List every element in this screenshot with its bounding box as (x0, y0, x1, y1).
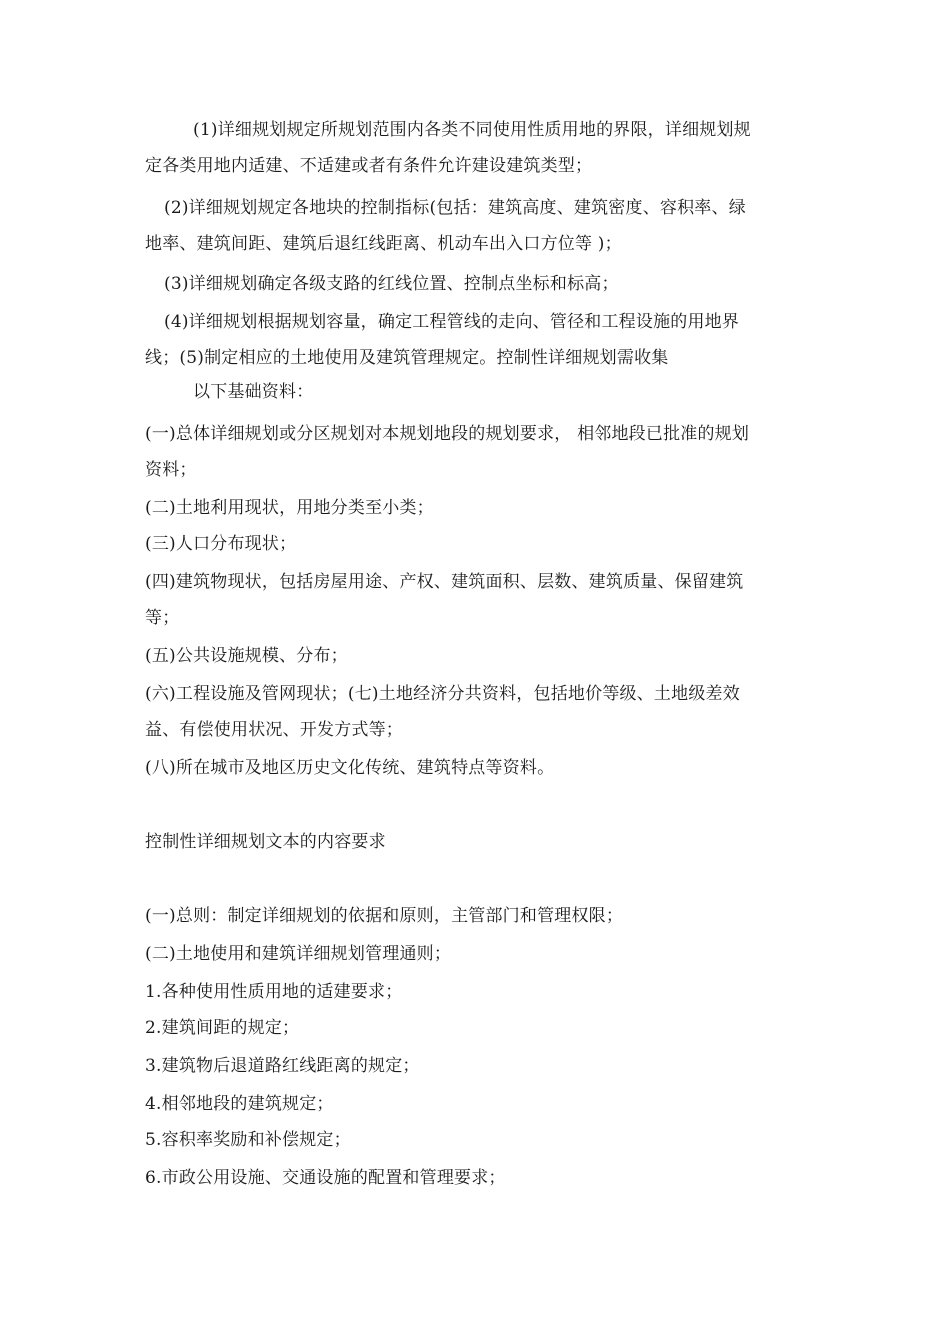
section-heading: 控制性详细规划文本的内容要求 (145, 832, 386, 852)
text-line: (1)详细规划规定所规划范围内各类不同使用性质用地的界限，详细规划规 (193, 120, 751, 140)
text-line: 5.容积率奖励和补偿规定； (145, 1130, 351, 1150)
text-line: (五)公共设施规模、分布； (145, 646, 348, 666)
text-line: 定各类用地内适建、不适建或者有条件允许建设建筑类型； (145, 156, 593, 176)
text-line: (二)土地使用和建筑详细规划管理通则； (145, 944, 452, 964)
text-line: 资料； (145, 460, 197, 480)
text-line: 线；(5)制定相应的土地使用及建筑管理规定。控制性详细规划需收集 (145, 348, 669, 368)
text-line: 益、有偿使用状况、开发方式等； (145, 720, 403, 740)
text-line: 1.各种使用性质用地的适建要求； (145, 982, 403, 1002)
text-line: (三)人口分布现状； (145, 534, 297, 554)
text-line: (二)土地利用现状，用地分类至小类； (145, 498, 434, 518)
text-line: 地率、建筑间距、建筑后退红线距离、机动车出入口方位等 )； (145, 234, 622, 254)
text-line: 3.建筑物后退道路红线距离的规定； (145, 1056, 420, 1076)
text-line: (4)详细规划根据规划容量，确定工程管线的走向、管径和工程设施的用地界 (164, 312, 740, 332)
text-line: (四)建筑物现状，包括房屋用途、产权、建筑面积、层数、建筑质量、保留建筑 (145, 572, 744, 592)
text-line: 2.建筑间距的规定； (145, 1018, 300, 1038)
text-line: 6.市政公用设施、交通设施的配置和管理要求； (145, 1168, 506, 1188)
text-line: (一)总体详细规划或分区规划对本规划地段的规划要求， 相邻地段已批准的规划 (145, 424, 750, 444)
text-line: (八)所在城市及地区历史文化传统、建筑特点等资料。 (145, 758, 555, 778)
text-line: (2)详细规划规定各地块的控制指标(包括：建筑高度、建筑密度、容积率、绿 (164, 198, 746, 218)
text-line: 等； (145, 608, 180, 628)
text-line: 以下基础资料： (193, 382, 314, 402)
text-line: (六)工程设施及管网现状；(七)土地经济分共资料，包括地价等级、土地级差效 (145, 684, 740, 704)
text-line: 4.相邻地段的建筑规定； (145, 1094, 334, 1114)
text-line: (3)详细规划确定各级支路的红线位置、控制点坐标和标高； (164, 274, 619, 294)
text-line: (一)总则：制定详细规划的依据和原则，主管部门和管理权限； (145, 906, 624, 926)
